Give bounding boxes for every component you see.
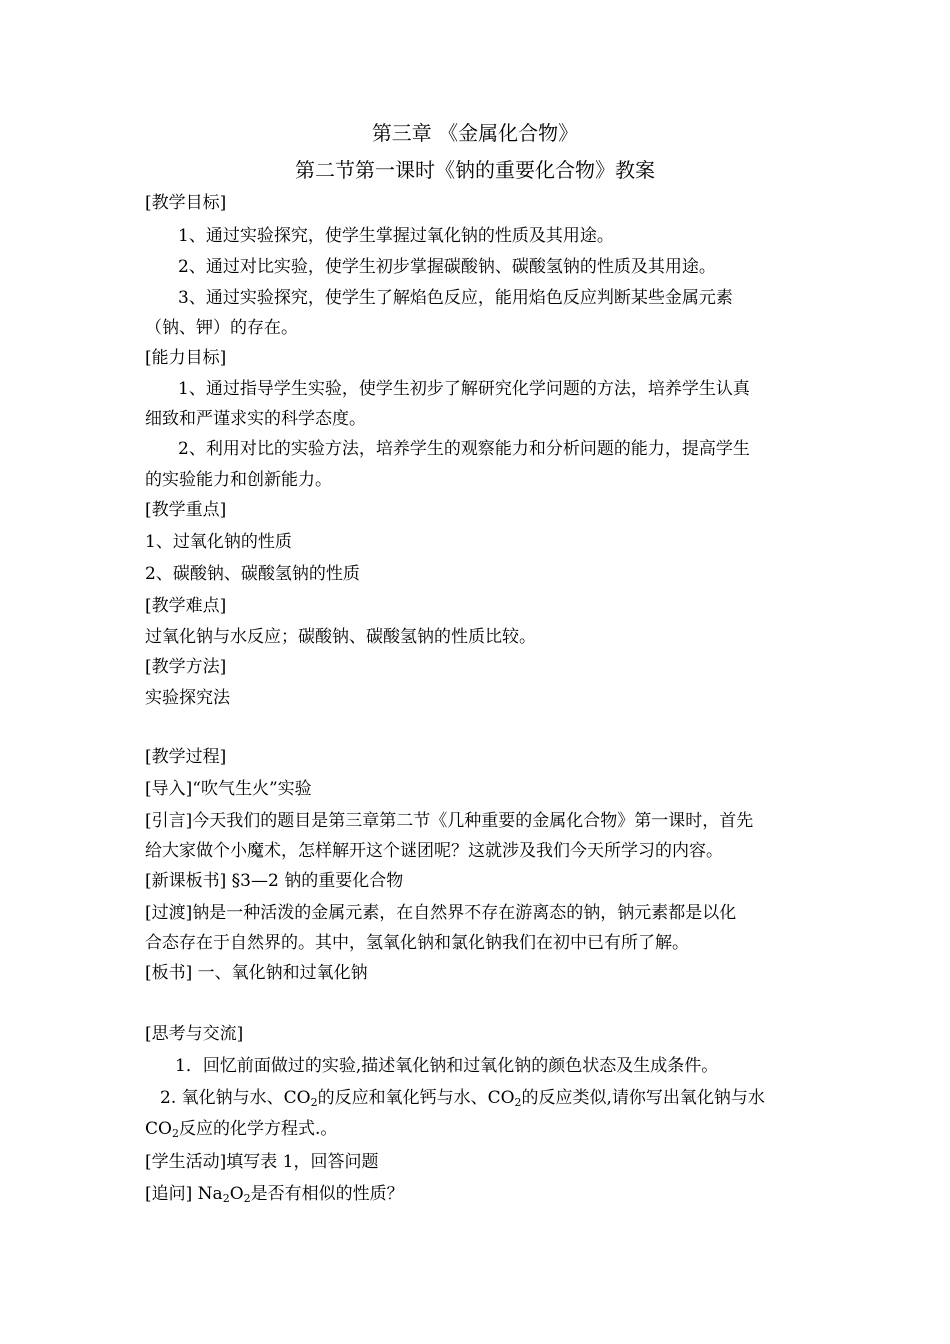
difficulties-text: 过氧化钠与水反应；碳酸钠、碳酸氢钠的性质比较。 (145, 627, 536, 647)
method-header: [教学方法] (145, 657, 227, 677)
process-line: 合态存在于自然界的。其中，氢氧化钠和氯化钠我们在初中已有所了解。 (145, 933, 689, 953)
key-points-header: [教学重点] (145, 500, 227, 520)
lesson-title: 第二节第一课时《钠的重要化合物》教案 (295, 158, 655, 182)
text-part: 反应的化学方程式.。 (178, 1119, 338, 1139)
text-part: 是否有相似的性质？ (250, 1184, 404, 1204)
text-part: 2. 氧化钠与水、CO (160, 1088, 311, 1108)
text-part: O (229, 1184, 244, 1204)
process-line: [导入]“吹气生火”实验 (145, 779, 312, 799)
process-header: [教学过程] (145, 747, 227, 767)
subscript: 2 (243, 1192, 251, 1205)
process-line: [引言]今天我们的题目是第三章第二节《几种重要的金属化合物》第一课时，首先 (145, 811, 754, 831)
teaching-goal-item: 2、通过对比实验，使学生初步掌握碳酸钠、碳酸氢钠的性质及其用途。 (178, 257, 716, 277)
text-part: 的反应和氧化钙与水、CO (317, 1088, 515, 1108)
student-activity: [学生活动]填写表 1，回答问题 (145, 1152, 379, 1172)
key-point-item: 1、过氧化钠的性质 (145, 532, 292, 552)
process-line: [板书] 一、氧化钠和过氧化钠 (145, 963, 368, 983)
discussion-header: [思考与交流] (145, 1024, 244, 1044)
teaching-goal-item: 1、通过实验探究，使学生掌握过氧化钠的性质及其用途。 (178, 226, 614, 246)
ability-goal-item: 2、利用对比的实验方法，培养学生的观察能力和分析问题的能力，提高学生 (178, 439, 750, 459)
discussion-question-2-cont (145, 1118, 810, 1140)
subscript: 2 (310, 1096, 318, 1109)
teaching-goal-item: 3、通过实验探究，使学生了解焰色反应，能用焰色反应判断某些金属元素 (178, 288, 733, 308)
subscript: 2 (514, 1096, 522, 1109)
process-line: [过渡]钠是一种活泼的金属元素，在自然界不存在游离态的钠，钠元素都是以化 (145, 903, 737, 923)
difficulties-header: [教学难点] (145, 596, 227, 616)
discussion-question-2 (160, 1087, 810, 1109)
subscript: 2 (222, 1192, 230, 1205)
teaching-goal-item-cont: （钠、钾）的存在。 (145, 318, 298, 338)
text-part: 的反应类似,请你写出氧化钠与水 (521, 1088, 765, 1108)
process-line: 给大家做个小魔术，怎样解开这个谜团呢？这就涉及我们今天所学习的内容。 (145, 841, 723, 861)
teaching-goals-header: [教学目标] (145, 193, 227, 213)
key-point-item: 2、碳酸钠、碳酸氢钠的性质 (145, 564, 360, 584)
subscript: 2 (171, 1127, 179, 1140)
ability-goal-item-cont: 细致和严谨求实的科学态度。 (145, 409, 366, 429)
process-line: [新课板书] §3—2 钠的重要化合物 (145, 871, 404, 891)
chapter-title: 第三章 《金属化合物》 (371, 121, 579, 145)
method-text: 实验探究法 (145, 688, 230, 708)
ability-goal-item: 1、通过指导学生实验，使学生初步了解研究化学问题的方法，培养学生认真 (178, 379, 750, 399)
discussion-question-1: 1．回忆前面做过的实验,描述氧化钠和过氧化钠的颜色状态及生成条件。 (175, 1056, 719, 1076)
text-part: [追问] Na (145, 1184, 223, 1204)
ability-goals-header: [能力目标] (145, 348, 227, 368)
text-part: CO (145, 1119, 172, 1139)
ability-goal-item-cont: 的实验能力和创新能力。 (145, 470, 332, 490)
follow-up-question (145, 1183, 810, 1205)
